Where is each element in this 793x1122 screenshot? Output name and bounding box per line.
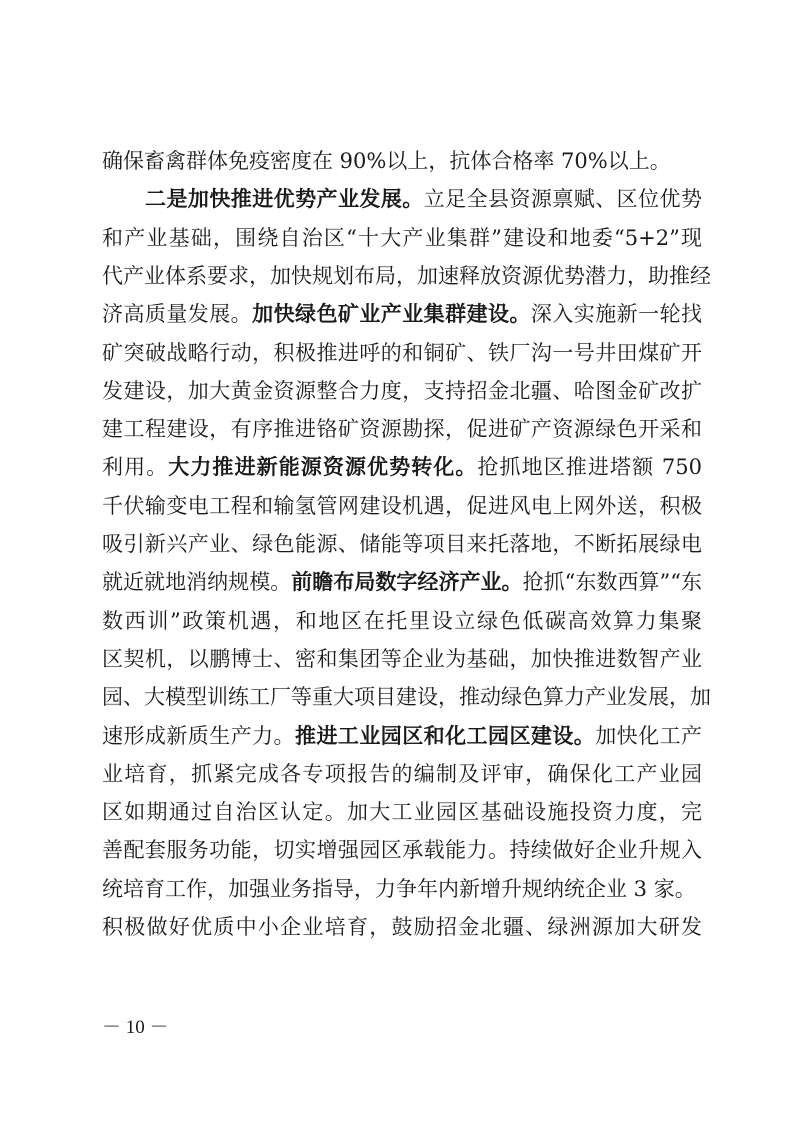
text-line bbox=[102, 562, 702, 602]
body-text-run: 积极做好优质中小企业培育，鼓励招金北疆、绿洲源加大研发 bbox=[102, 915, 702, 939]
text-line bbox=[102, 333, 702, 373]
body-text-run: 统培育工作，加强业务指导，力争年内新增升规纳统企业 3 家。 bbox=[102, 876, 696, 901]
text-line bbox=[102, 218, 702, 258]
body-text-run: 发建设，加大黄金资源整合力度，支持招金北疆、哈图金矿改扩 bbox=[102, 378, 702, 403]
text-line bbox=[102, 869, 702, 909]
bold-heading-text: 推进工业园区和化工园区建设。 bbox=[295, 723, 596, 748]
body-text-run: 矿突破战略行动，积极推进呼的和铜矿、铁厂沟一号井田煤矿开 bbox=[102, 340, 702, 365]
body-text-run: 利用。 bbox=[102, 455, 169, 480]
text-line bbox=[102, 141, 702, 181]
body-text-run: 区如期通过自治区认定。加大工业园区基础设施投资力度，完 bbox=[102, 800, 702, 825]
body-text-run: 速形成新质生产力。 bbox=[102, 723, 295, 748]
body-text-run: 区契机，以鹏博士、密和集团等企业为基础，加快推进数智产业 bbox=[102, 646, 702, 671]
text-line bbox=[102, 677, 711, 717]
body-text-run: 和产业基础，围绕自治区“十大产业集群”建设和地委“5+2”现 bbox=[102, 225, 702, 250]
body-text-run: 深入实施新一轮找 bbox=[530, 302, 703, 327]
bold-heading-text: 大力推进新能源资源优势转化。 bbox=[168, 455, 478, 480]
body-text-run: 代产业体系要求，加快规划布局，加速释放资源优势潜力，助推经 bbox=[102, 263, 711, 288]
body-text-run: 抢抓“东数西算”“东 bbox=[522, 570, 703, 595]
text-line bbox=[102, 486, 702, 526]
text-line bbox=[102, 754, 702, 794]
body-text-run: 业培育，抓紧完成各专项报告的编制及评审，确保化工产业园 bbox=[102, 761, 702, 786]
body-text-run: 立足全县资源禀赋、区位优势 bbox=[423, 187, 702, 212]
text-line bbox=[145, 179, 702, 219]
text-line bbox=[102, 524, 702, 564]
body-text-run: 抢抓地区推进塔额 750 bbox=[477, 455, 702, 480]
body-text-run: 园、大模型训练工厂等重大项目建设，推动绿色算力产业发展，加 bbox=[102, 685, 711, 710]
text-line bbox=[102, 830, 702, 870]
body-text-run: 济高质量发展。 bbox=[102, 302, 253, 327]
body-text-run: 善配套服务功能，切实增强园区承载能力。持续做好企业升规入 bbox=[102, 838, 702, 863]
bold-heading-text: 前瞻布局数字经济产业。 bbox=[291, 570, 523, 595]
bold-heading-text: 加快绿色矿业产业集群建设。 bbox=[252, 302, 531, 327]
body-text-run: 确保畜禽群体免疫密度在 90%以上，抗体合格率 70%以上。 bbox=[102, 149, 671, 173]
text-line bbox=[102, 601, 702, 641]
body-text-run: 千伏输变电工程和输氢管网建设机遇，促进风电上网外送，积极 bbox=[102, 493, 702, 518]
body-text-run: 吸引新兴产业、绿色能源、储能等项目来托落地，不断拓展绿电 bbox=[102, 532, 702, 556]
text-line bbox=[102, 371, 702, 411]
text-line bbox=[102, 256, 711, 296]
body-text-run: 就近就地消纳规模。 bbox=[102, 570, 292, 595]
page-number: － 10 － bbox=[102, 1017, 169, 1038]
body-text-run: 数西训”政策机遇，和地区在托里设立绿色低碳高效算力集聚 bbox=[102, 608, 702, 633]
text-line bbox=[102, 294, 702, 334]
text-line bbox=[102, 639, 702, 679]
text-line bbox=[102, 716, 702, 756]
body-text-run: 建工程建设，有序推进铬矿资源勘探，促进矿产资源绿色开采和 bbox=[102, 417, 702, 442]
text-line bbox=[102, 447, 702, 487]
body-text-run: 加快化工产 bbox=[595, 723, 703, 748]
text-line bbox=[102, 409, 702, 449]
bold-heading-text: 二是加快推进优势产业发展。 bbox=[145, 187, 424, 212]
text-line bbox=[102, 907, 702, 947]
text-line bbox=[102, 792, 702, 832]
